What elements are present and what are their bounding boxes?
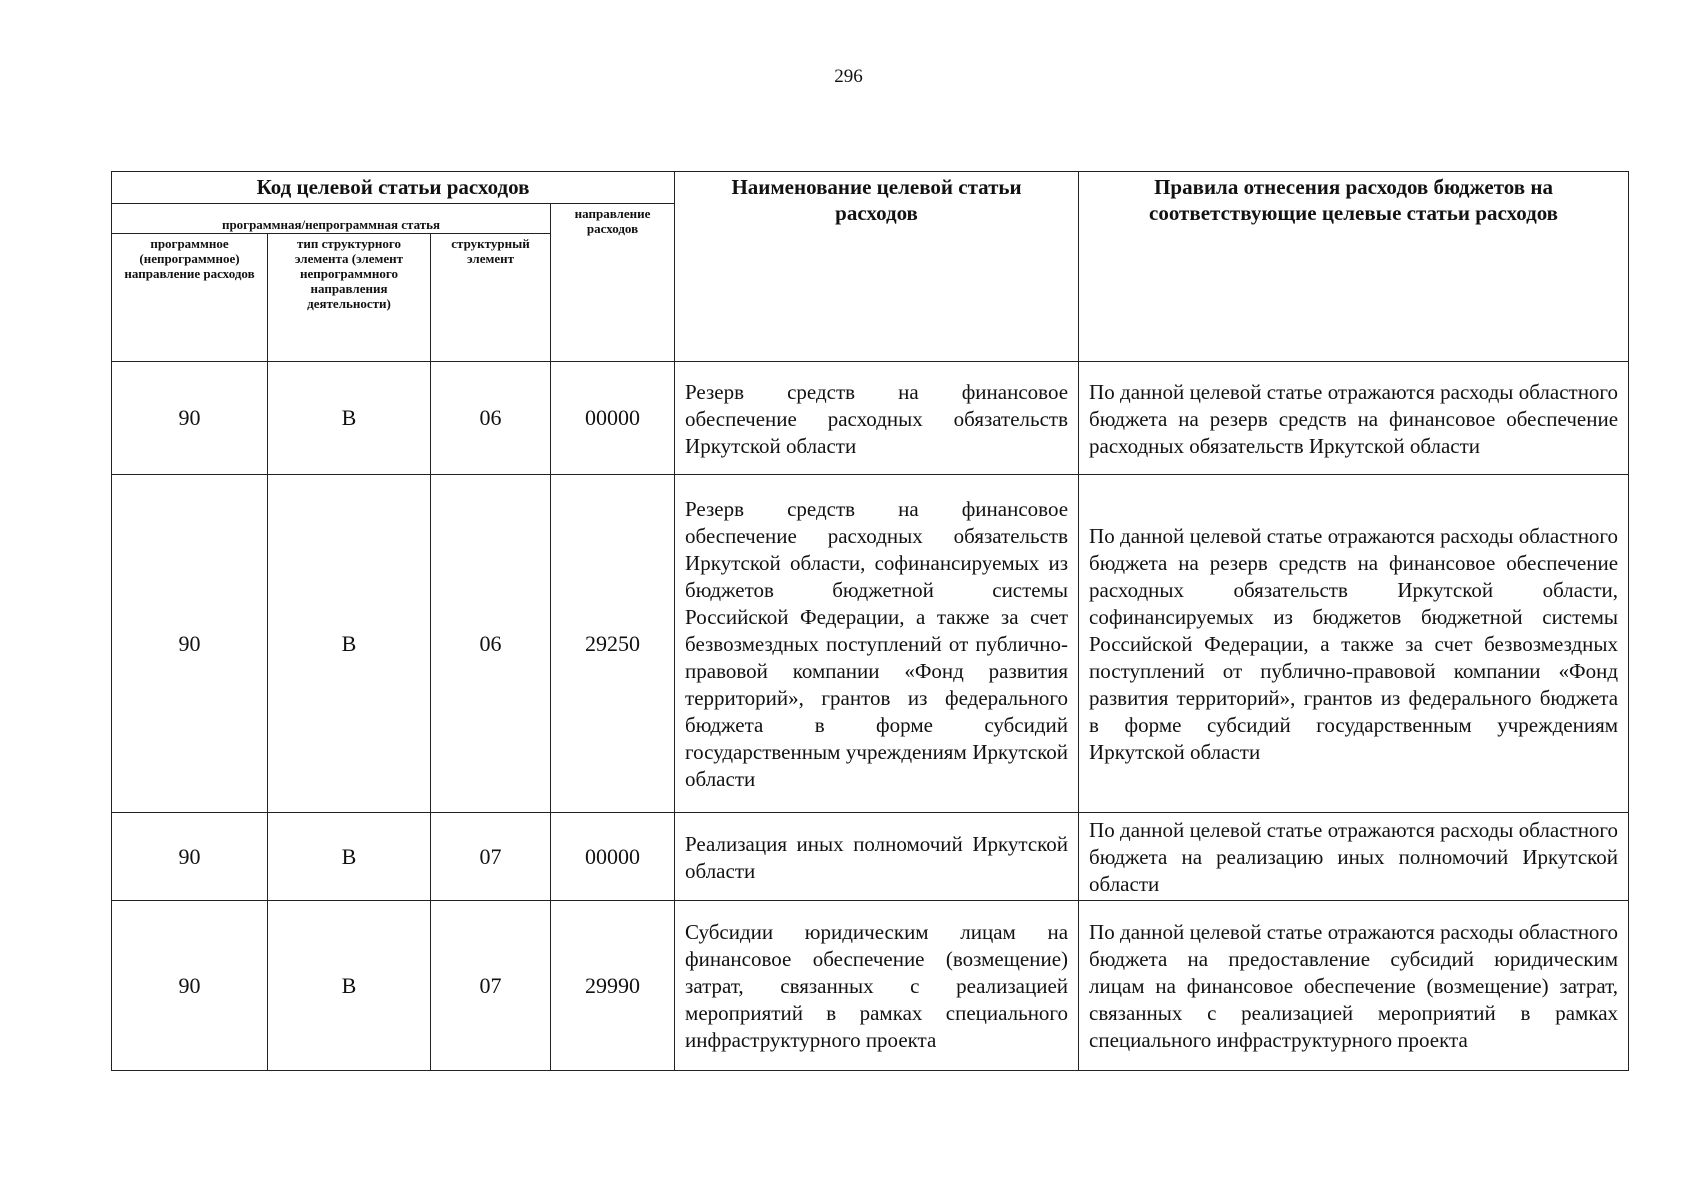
cell-expense-direction: 00000 [551, 813, 675, 901]
cell-program-direction: 90 [112, 475, 268, 813]
cell-rule: По данной целевой статье отражаются расходы областного бюджета на предоставление субсидий юридическим лицам на финансовое обеспечение (возмещение) затрат, связанных с реализацией мероприятий в рамках специального инфраструктурного проекта [1079, 901, 1629, 1071]
cell-structural-type: В [268, 813, 431, 901]
cell-name: Резерв средств на финансовое обеспечение расходных обязательств Иркутской области [675, 362, 1079, 475]
cell-expense-direction: 29990 [551, 901, 675, 1071]
header-code-group: Код целевой статьи расходов [112, 172, 675, 204]
cell-structural-element: 06 [431, 362, 551, 475]
page-number: 296 [834, 66, 863, 87]
table-row [112, 901, 1629, 1071]
cell-name: Резерв средств на финансовое обеспечение расходных обязательств Иркутской области, софинансируемых из бюджетов бюджетной системы Российской Федерации, а также за счет безвозмездных поступлений от публично-правовой компании «Фонд развития территорий», грантов из федерального бюджета в форме субсидий государственным учреждениям Иркутской области [675, 475, 1079, 813]
cell-expense-direction: 29250 [551, 475, 675, 813]
header-rules: Правила отнесения расходов бюджетов на соответствующие целевые статьи расходов [1079, 172, 1629, 362]
budget-classification-table [111, 171, 1629, 1071]
cell-structural-type: В [268, 475, 431, 813]
table-row [112, 813, 1629, 901]
cell-program-direction: 90 [112, 901, 268, 1071]
header-program-group: программная/непрограммная статья [112, 204, 551, 234]
cell-structural-type: В [268, 362, 431, 475]
cell-program-direction: 90 [112, 813, 268, 901]
header-structural-element: структурный элемент [431, 234, 551, 362]
cell-structural-element: 07 [431, 813, 551, 901]
header-program-direction: программное (непрограммное) направление расходов [112, 234, 268, 362]
table-row [112, 362, 1629, 475]
cell-rule: По данной целевой статье отражаются расходы областного бюджета на реализацию иных полномочий Иркутской области [1079, 813, 1629, 901]
cell-rule: По данной целевой статье отражаются расходы областного бюджета на резерв средств на финансовое обеспечение расходных обязательств Иркутской области [1079, 362, 1629, 475]
cell-name: Реализация иных полномочий Иркутской области [675, 813, 1079, 901]
header-name: Наименование целевой статьи расходов [675, 172, 1079, 362]
cell-program-direction: 90 [112, 362, 268, 475]
header-structural-type: тип структурного элемента (элемент непрограммного направления деятельности) [268, 234, 431, 362]
cell-structural-element: 07 [431, 901, 551, 1071]
cell-name: Субсидии юридическим лицам на финансовое обеспечение (возмещение) затрат, связанных с реализацией мероприятий в рамках специального инфраструктурного проекта [675, 901, 1079, 1071]
table-row [112, 475, 1629, 813]
cell-expense-direction: 00000 [551, 362, 675, 475]
cell-structural-type: В [268, 901, 431, 1071]
header-expense-direction: направление расходов [551, 204, 675, 362]
cell-rule: По данной целевой статье отражаются расходы областного бюджета на резерв средств на финансовое обеспечение расходных обязательств Иркутской области, софинансируемых из бюджетов бюджетной системы Российской Федерации, а также за счет безвозмездных поступлений от публично-правовой компании «Фонд развития территорий», грантов из федерального бюджета в форме субсидий государственным учреждениям Иркутской области [1079, 475, 1629, 813]
cell-structural-element: 06 [431, 475, 551, 813]
